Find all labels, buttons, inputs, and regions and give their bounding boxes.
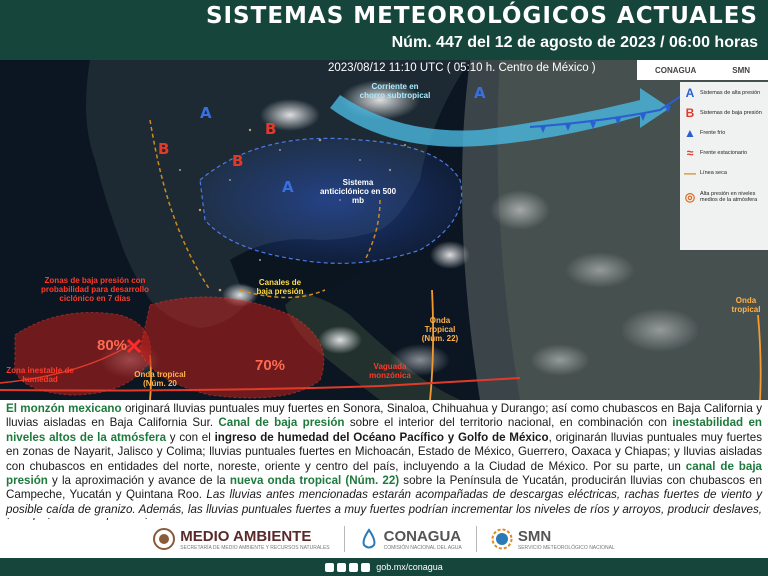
social-icons bbox=[325, 563, 370, 572]
highlight-low-channel-2: canal de baja presión bbox=[6, 459, 762, 488]
footer-logos bbox=[0, 520, 768, 558]
low-pressure-icon: B bbox=[685, 106, 695, 120]
low-zones-label: Zonas de baja presión con probabilidad para desarrollo ciclónico en 7 días bbox=[40, 276, 150, 303]
mid-level-high-icon: ◎ bbox=[684, 190, 696, 204]
high-pressure-marker: A bbox=[474, 84, 486, 102]
desc-text: y la aproximación y avance de la bbox=[47, 474, 230, 488]
highlight-instability: inestabilidad en niveles altos de la atmósfera bbox=[6, 416, 762, 444]
desc-warning: Las lluvias antes mencionadas estarán acompañadas de descargas eléctricas, rachas fuertes de viento y posible caída de granizo. Además, las lluvias puntuales fuertes a muy fuertes podrían incrementar los niveles de ríos y arroyos, producir deslaves, bbox=[6, 488, 762, 516]
map-legend bbox=[680, 82, 768, 250]
jet-stream-label: Corriente en chorro subtropical bbox=[359, 82, 431, 100]
facebook-icon[interactable] bbox=[325, 563, 334, 572]
highlight-tropical-wave: nueva onda tropical (Núm. 22) bbox=[229, 474, 400, 488]
website-link[interactable]: gob.mx/conagua bbox=[376, 562, 443, 572]
tropical-wave-20-label: Onda tropical (Núm. 20 bbox=[134, 370, 186, 388]
unstable-zone-label: Zona inestable de humedad bbox=[6, 366, 74, 384]
legend-item-mid-high: ◎ Alta presión en niveles medios de la atmósfera bbox=[680, 186, 768, 208]
medio-ambiente-logo: MEDIO AMBIENTE SECRETARÍA DE MEDIO AMBIENTE Y RECURSOS NATURALES bbox=[153, 528, 329, 551]
satellite-map bbox=[0, 60, 768, 400]
anticyclone-label: Sistema anticiclónico en 500 mb bbox=[319, 178, 397, 205]
stationary-front-icon: ≈ bbox=[686, 146, 694, 160]
highlight-monsoon: El monzón mexicano bbox=[6, 402, 122, 415]
legend-item-low: B Sistemas de baja presión bbox=[680, 104, 768, 122]
instagram-icon[interactable] bbox=[349, 563, 358, 572]
smn-logo-small: SMN bbox=[732, 65, 751, 75]
cold-front-icon: ▲ bbox=[684, 126, 696, 140]
legend-item-high: A Sistemas de alta presión bbox=[680, 84, 768, 102]
map-logo-box bbox=[637, 60, 768, 80]
probability-70: 70% bbox=[254, 357, 286, 374]
tropical-wave-east-label: Onda tropical bbox=[731, 296, 761, 314]
high-pressure-marker: A bbox=[282, 178, 294, 196]
bulletin-number: Núm. 447 del 12 de agosto de 2023 / 06:00 horas bbox=[391, 34, 758, 51]
image-timestamp: 2023/08/12 11:10 UTC ( 05:10 h. Centro de México ) bbox=[328, 62, 596, 74]
water-drop-icon bbox=[359, 528, 379, 550]
high-pressure-marker: A bbox=[200, 104, 212, 122]
legend-item-dry-line: — Línea seca bbox=[680, 164, 768, 182]
low-channels-label: Canales de baja presión bbox=[256, 278, 304, 296]
twitter-icon[interactable] bbox=[337, 563, 346, 572]
header-bar bbox=[0, 0, 768, 60]
footer-bar bbox=[0, 558, 768, 576]
conagua-logo: CONAGUA COMISIÓN NACIONAL DEL AGUA bbox=[359, 528, 462, 551]
desc-text: sobre el interior del territorio nacional, en combinación con bbox=[344, 416, 673, 430]
legend-item-stationary: ≈ Frente estacionario bbox=[680, 144, 768, 162]
low-pressure-marker: B bbox=[265, 120, 277, 138]
monsoon-trough-label: Vaguada monzónica bbox=[369, 362, 411, 380]
youtube-icon[interactable] bbox=[361, 563, 370, 572]
smn-logo: SMN SERVICIO METEOROLÓGICO NACIONAL bbox=[491, 528, 615, 551]
desc-text: originará lluvias puntuales muy fuertes en Sonora, Sinaloa, Chihuahua y Durango; así como chubascos en Baja California y lluvias aisladas en Baja California Sur. bbox=[6, 402, 762, 430]
divider bbox=[344, 526, 345, 552]
high-pressure-icon: A bbox=[685, 86, 695, 100]
highlight-moisture: ingreso de humedad del Océano Pacífico y Golfo de México bbox=[214, 430, 549, 444]
low-pressure-marker: B bbox=[158, 140, 170, 158]
conagua-logo-small: CONAGUA bbox=[654, 65, 697, 75]
divider bbox=[476, 526, 477, 552]
desc-text: sobre la Península de Yucatán, producirán lluvias con chubascos en Campeche, Yucatán y Quintana Roo. bbox=[6, 474, 762, 502]
highlight-low-channel: Canal de baja presión bbox=[218, 416, 345, 430]
desc-text: , originarán lluvias puntuales muy fuertes en zonas de Nayarit, Jalisco y Colima; lluvias puntuales fuertes en Michoacán, Estado de México, Guerrero, Oaxaca y Chiapas; y lluvias aisladas con chubascos en entidades del norte, noreste, oriente y centro del país, incluyendo a la Ciudad de México. Por su parte, un bbox=[6, 430, 762, 473]
probability-80: 80% bbox=[96, 337, 128, 354]
tropical-wave-22-label: Onda Tropical (Núm. 22) bbox=[421, 316, 459, 343]
page-title: SISTEMAS METEOROLÓGICOS ACTUALES bbox=[205, 3, 758, 29]
sun-gear-icon bbox=[491, 528, 513, 550]
desc-text: y con el bbox=[166, 430, 215, 444]
seal-icon bbox=[153, 528, 175, 550]
legend-item-cold-front: ▲ Frente frío bbox=[680, 124, 768, 142]
low-pressure-marker: B bbox=[232, 152, 244, 170]
dry-line-icon: — bbox=[684, 166, 696, 180]
forecast-description bbox=[0, 400, 768, 520]
